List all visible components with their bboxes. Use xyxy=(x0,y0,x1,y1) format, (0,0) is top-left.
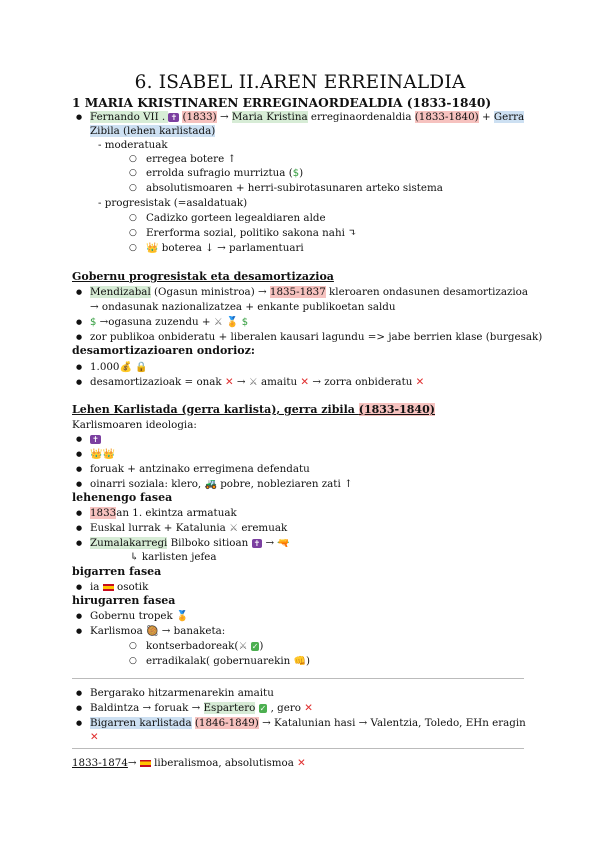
section-heading-gobernu: Gobernu progresistak eta desamortizazioa xyxy=(72,270,334,283)
money-bag-icon: 💰 xyxy=(119,362,132,373)
text-eremuak: eremuak xyxy=(238,522,288,534)
text-osotik: osotik xyxy=(113,581,149,593)
moderatuak-item-2 xyxy=(146,166,303,181)
karlismoa-item-2 xyxy=(146,654,310,669)
text-oinarri: oinarri soziala: klero, xyxy=(90,478,205,490)
latin-cross-icon: ✝ xyxy=(253,539,261,548)
date-1833-1840: (1833-1840) xyxy=(358,403,435,416)
dollar-icon: $ xyxy=(241,317,249,328)
bullet-zumalakarregi xyxy=(90,536,290,551)
text-euskal: Euskal lurrak + Katalunia xyxy=(90,522,230,534)
divider xyxy=(72,678,524,679)
text-1000: 1.000 xyxy=(90,361,120,373)
karlismoa-item-1 xyxy=(146,639,263,654)
close-paren: ) xyxy=(259,640,264,652)
pot-icon: 🥘 xyxy=(146,626,159,637)
bullet-crowns xyxy=(90,447,115,462)
bullet-mendizabal-cont: → ondasunak nazionalizatzea + enkante publikoetan saldu xyxy=(90,301,396,313)
tractor-icon: 🚜 xyxy=(204,479,217,490)
cross-mark-icon: ✕ xyxy=(90,731,99,743)
arrow-text: → xyxy=(233,376,249,388)
cross-mark-icon: ✕ xyxy=(300,376,310,388)
highlight-zumalakarregi: Zumalakarregi xyxy=(90,537,168,549)
bullet-fernando-cont xyxy=(90,124,215,138)
section-heading-maria-kristina: 1 MARIA KRISTINAREN ERREGINAORDEALDIA (1833-1840) xyxy=(72,96,492,110)
dollar-icon: $ xyxy=(90,317,97,328)
dollar-icon: $ xyxy=(292,168,300,179)
close-paren: ) xyxy=(299,167,304,179)
text-ogasuna: →ogasuna zuzendu + xyxy=(96,316,214,328)
medal-icon: 🏅 xyxy=(226,317,239,328)
check-mark-icon: ✓ xyxy=(259,704,267,713)
latin-cross-icon: ✝ xyxy=(92,435,99,444)
arrow-text: → xyxy=(216,111,232,123)
close-paren: ) xyxy=(306,655,311,667)
subheading-hirugarren: hirugarren fasea xyxy=(72,594,176,607)
medal-icon: 🏅 xyxy=(176,611,189,622)
bullet-baldintza xyxy=(90,701,313,716)
text-erradikalak: erradikalak( gobernuarekin xyxy=(146,655,294,667)
date-1833-1840: (1833-1840) xyxy=(414,111,479,123)
text-ia: ia xyxy=(90,581,103,593)
fist-icon: 👊 xyxy=(293,656,307,667)
text-onak: desamortizazioak = onak xyxy=(90,376,225,388)
text-katalunia: → Katalunian hasi → Valentzia, Toledo, EHn eragin xyxy=(258,717,526,729)
text-errolda: errolda sufragio murriztua ( xyxy=(146,167,293,179)
text-ekintza: an 1. ekintza armatuak xyxy=(116,507,237,519)
date-1833: 1833 xyxy=(90,507,117,519)
plus-text: + xyxy=(478,111,494,123)
arrow-text: → xyxy=(127,757,140,769)
progresistak-item-2: ○ Ererforma sozial, politiko sakona nahi ↴ xyxy=(146,226,357,240)
progresistak-item-1: ○ Cadizko gorteen legealdiaren alde xyxy=(146,211,326,225)
moderatuak-item-3: ○ absolutismoaren + herri-subirotasunaren arteko sistema xyxy=(146,181,443,195)
swords-icon: ⚔ xyxy=(248,377,258,388)
highlight-fernando: Fernando VII . xyxy=(90,111,169,123)
crown-icon: 👑 xyxy=(146,243,159,254)
date-1833: (1833) xyxy=(182,111,217,123)
latin-cross-icon: ✝ xyxy=(170,113,178,122)
swords-icon: ⚔ xyxy=(213,317,223,328)
cross-mark-icon: ✕ xyxy=(415,376,425,388)
text-boterea: boterea ↓ → parlamentuari xyxy=(158,242,304,254)
text-karlismoa: Karlismoa xyxy=(90,625,146,637)
highlight-gerra-zibila: Zibila (lehen karlistada) xyxy=(90,125,216,137)
bullet-euskal xyxy=(90,521,287,536)
cross-mark-icon: ✕ xyxy=(224,376,234,388)
heading-text: Lehen Karlistada (gerra karlista), gerra zibila xyxy=(72,403,359,416)
spain-flag-icon xyxy=(103,584,114,591)
bullet-bigarren-karlistada xyxy=(90,716,526,730)
date-1835-1837: 1835-1837 xyxy=(269,286,326,298)
text-pobre: pobre, nobleziaren zati ↑ xyxy=(216,478,353,490)
check-mark-icon: ✓ xyxy=(251,642,259,651)
text-desamortizazioa: kleroaren ondasunen desamortizazioa xyxy=(325,286,529,298)
bullet-1833 xyxy=(90,506,237,520)
date-1833-1874: 1833-1874 xyxy=(72,757,128,769)
lock-icon: 🔒 xyxy=(135,362,148,373)
text-bilbo: Bilboko sitioan xyxy=(167,537,252,549)
divider xyxy=(72,748,524,749)
progresistak-item-3 xyxy=(146,241,304,256)
crown-icon: 👑 xyxy=(102,449,115,460)
section-heading-lehen-karlistada xyxy=(72,403,435,417)
text-baldintza: Baldintza → foruak → xyxy=(90,702,204,714)
bullet-ogasuna xyxy=(90,315,248,330)
highlight-bigarren-karlistada: Bigarren karlistada xyxy=(90,717,192,729)
arrow-text: → xyxy=(262,537,278,549)
highlight-gerra: Gerra xyxy=(493,111,525,123)
bullet-fernando xyxy=(90,110,524,125)
subheading-ideologia: Karlismoaren ideologia: xyxy=(72,419,197,431)
swords-icon: ⚔ xyxy=(229,523,239,534)
karlisten-jefea: ↳ karlisten jefea xyxy=(130,551,217,563)
text-liberalismoa: liberalismoa, absolutismoa xyxy=(150,757,298,769)
text-banaketa: → banaketa: xyxy=(158,625,226,637)
text-gobernu: Gobernu tropek xyxy=(90,610,177,622)
gun-icon: 🔫 xyxy=(277,538,290,549)
bullet-bigarren-cont xyxy=(90,730,99,744)
highlight-mendizabal: Mendizabal xyxy=(90,286,151,298)
text-kontserbadoreak: kontserbadoreak( xyxy=(146,640,239,652)
highlight-espartero: Espartero xyxy=(203,702,256,714)
highlight-maria-kristina: Maria Kristina xyxy=(231,111,308,123)
bullet-bergara: ● Bergarako hitzarmenarekin amaitu xyxy=(90,686,274,700)
page-title: 6. ISABEL II.AREN ERREINALDIA xyxy=(134,72,466,93)
text-zorra: → zorra onbideratu xyxy=(309,376,416,388)
text-ogasun: (Ogasun ministroa) → xyxy=(150,286,270,298)
footer-line xyxy=(72,756,306,770)
bullet-cross xyxy=(90,432,101,447)
subheading-ondorioz: desamortizazioaren ondorioz: xyxy=(72,344,255,357)
spain-flag-icon xyxy=(140,760,151,767)
crown-icon: 👑 xyxy=(90,449,103,460)
cross-mark-icon: ✕ xyxy=(304,702,313,714)
subheading-progresistak: - progresistak (=asaldatuak) xyxy=(98,197,248,209)
subheading-moderatuak: - moderatuak xyxy=(98,139,168,151)
text-erreginaordenaldia: erreginaordenaldia xyxy=(307,111,415,123)
bullet-mendizabal xyxy=(90,285,528,299)
cross-mark-icon: ✕ xyxy=(297,757,306,769)
bullet-oinarri xyxy=(90,477,353,492)
subheading-lehenengo: lehenengo fasea xyxy=(72,491,173,504)
bullet-karlismoa xyxy=(90,624,225,639)
bullet-desamortizazioak xyxy=(90,375,424,390)
subheading-bigarren: bigarren fasea xyxy=(72,565,162,578)
bullet-zor-publikoa: ● zor publikoa onbideratu + liberalen kausari lagundu => jabe berrien klase (burgesak) xyxy=(90,330,542,344)
bullet-gobernu-tropek xyxy=(90,609,188,624)
moderatuak-item-1: ○ erregea botere ↑ xyxy=(146,152,236,166)
bullet-1000 xyxy=(90,360,148,375)
bullet-foruak: ● foruak + antzinako erregimena defendatu xyxy=(90,462,310,476)
bullet-ia-osotik xyxy=(90,580,148,594)
date-1846-1849: (1846-1849) xyxy=(194,717,259,729)
swords-icon: ⚔ xyxy=(238,641,248,652)
text-gero: , gero xyxy=(267,702,305,714)
text-amaitu: amaitu xyxy=(257,376,301,388)
